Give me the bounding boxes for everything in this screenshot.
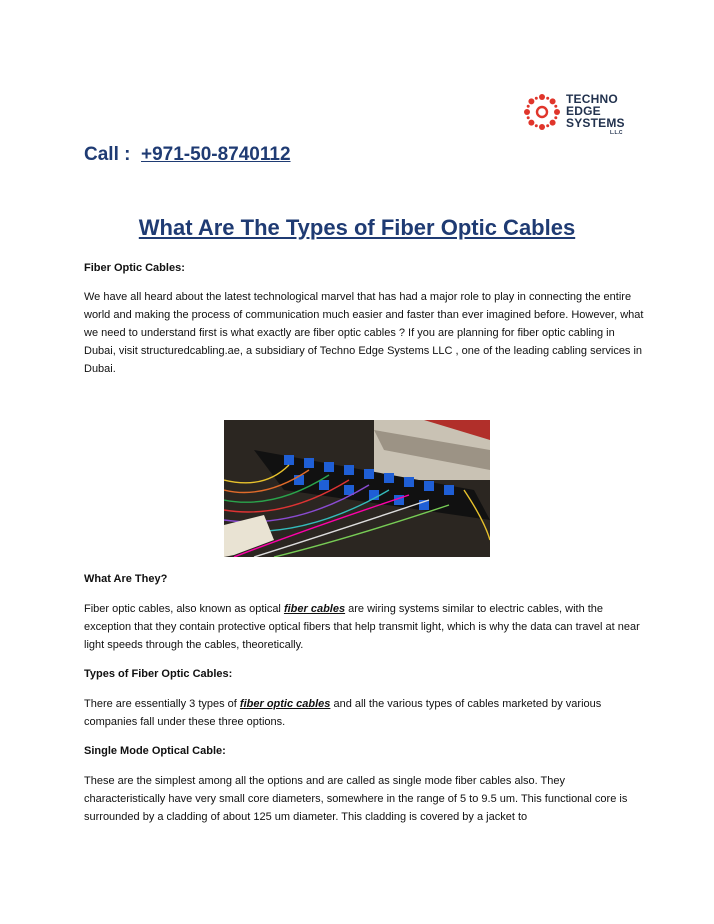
photo-illustration — [224, 420, 490, 557]
fiber-cables-link[interactable]: fiber cables — [283, 603, 346, 615]
types-text-start: There are essentially 3 types of — [84, 698, 240, 710]
call-label: Call : — [84, 144, 131, 165]
fiber-paragraph: We have all heard about the latest technological marvel that has had a major role to play in connecting the entire world and making the process of communication much easier and faster than ever imagined before. However, what we need to understand first is what exactly are fiber optic cables ? If you are planning for fiber optic cabling in Dubai, visit structuredcabling.ae, a subsidiary of Techno Edge Systems LLC , one of the leading cabling services in Dubai. — [84, 291, 644, 375]
logo-line-1: TECHNO — [566, 92, 618, 106]
logo-line-3: SYSTEMS — [566, 116, 625, 130]
company-logo — [522, 90, 632, 140]
logo-sunburst-icon — [522, 92, 562, 132]
what-text-end: are wiring systems similar to electric cables, with the exception that they contain protective optical fibers that help transmit light, which is why the data can travel at near light speeds through the cables, theoretically. — [84, 603, 640, 651]
what-paragraph — [84, 600, 644, 654]
fiber-patch-panel-photo — [224, 420, 490, 557]
what-heading: What Are They? — [84, 573, 168, 585]
single-mode-paragraph: These are the simplest among all the options and are called as single mode fiber cables also. They characteristically have very small core diameters, somewhere in the range of 5 to 9.5 um. This functional core is surrounded by a cladding of about 125 um diameter. This cladding is covered by a jacket to — [84, 775, 628, 823]
logo-llc: L.L.C — [610, 130, 623, 136]
logo-line-2: EDGE — [566, 104, 601, 118]
types-paragraph — [84, 695, 644, 731]
single-mode-heading: Single Mode Optical Cable: — [84, 745, 226, 757]
types-text-end: and all the various types of cables marketed by various companies fall under these three options. — [84, 698, 602, 728]
logo-wordmark — [566, 93, 625, 129]
what-text-start: Fiber optic cables, also known as optical — [84, 603, 284, 615]
phone-link[interactable]: +971-50-8740112 — [141, 144, 291, 165]
fiber-heading: Fiber Optic Cables: — [84, 262, 185, 274]
call-line — [84, 144, 291, 166]
page-title: What Are The Types of Fiber Optic Cables — [138, 215, 576, 240]
types-heading: Types of Fiber Optic Cables: — [84, 668, 233, 680]
fiber-optic-cables-link[interactable]: fiber optic cables — [239, 698, 331, 710]
